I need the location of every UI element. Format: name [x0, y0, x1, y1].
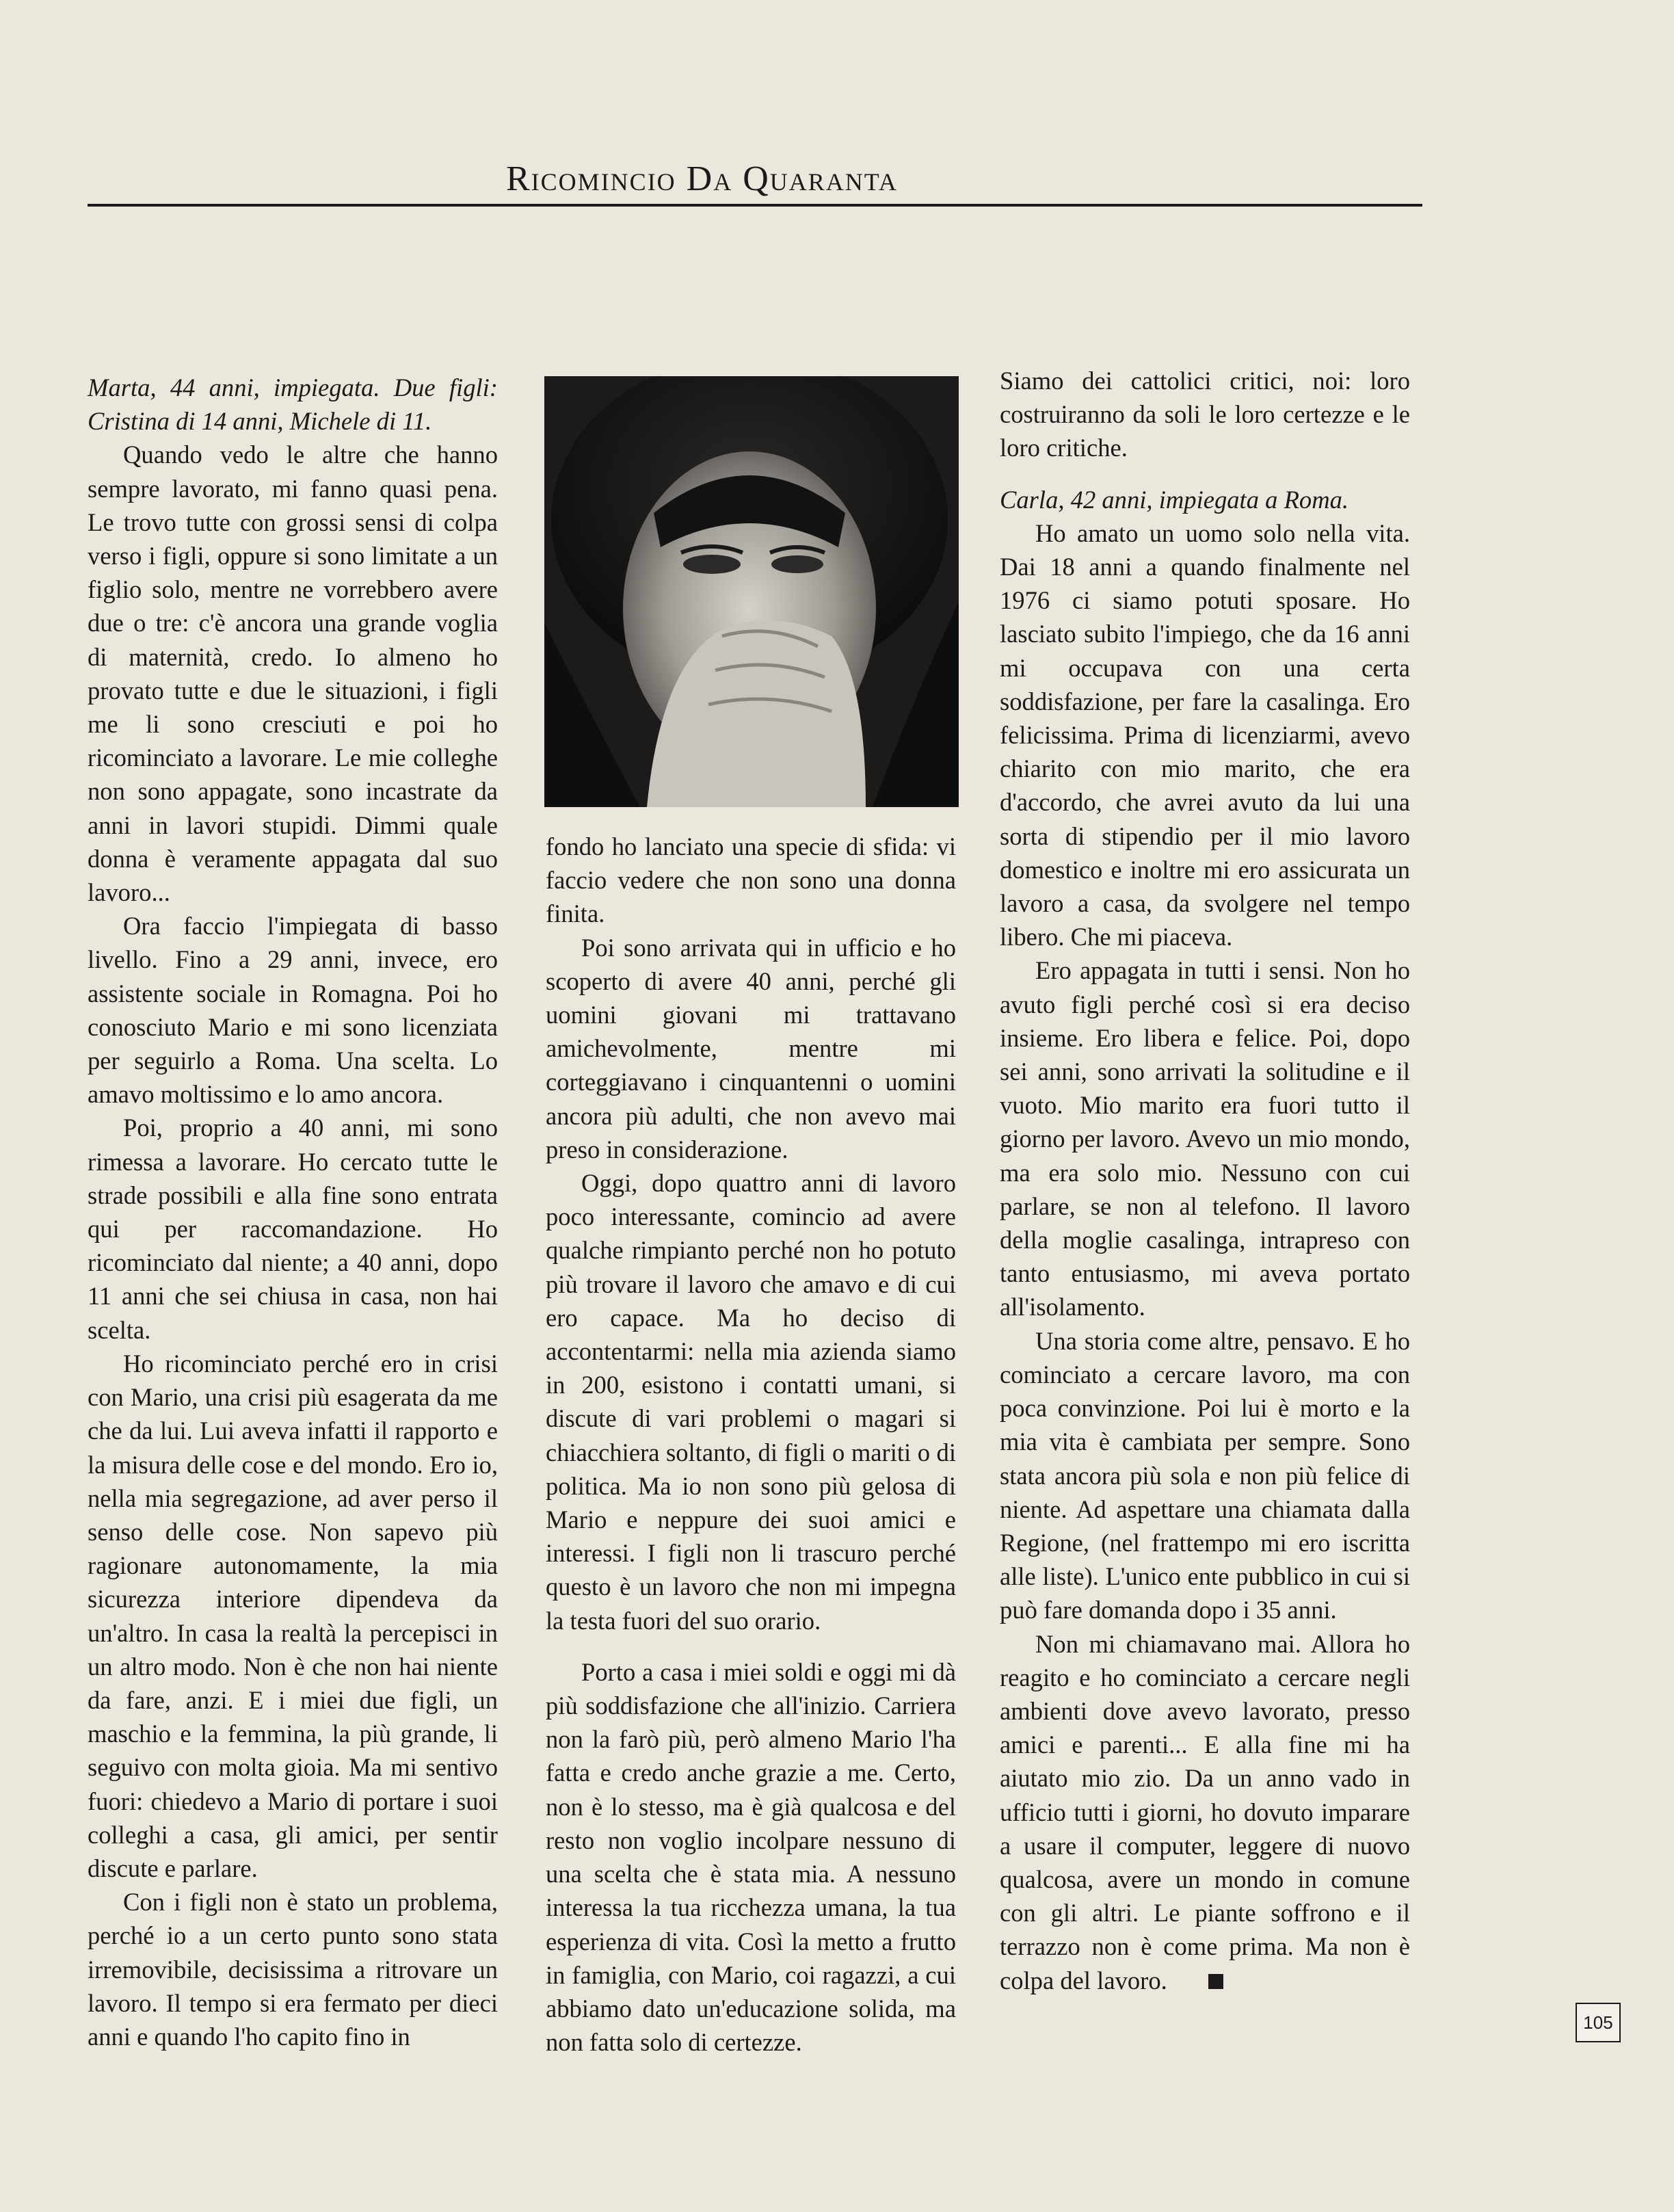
- column-1: [88, 371, 498, 2053]
- paragraph-spacer: [1000, 465, 1410, 483]
- woman-portrait-photo: [544, 376, 959, 807]
- paragraph-spacer: [546, 1637, 956, 1655]
- paragraph: Oggi, dopo quattro anni di lavoro poco interessante, comincio ad avere qualche rimpianto perché non ho potuto più trovare il lavoro che amavo e di cui ero capace. Ma ho deciso di accontentarmi: nella mia azienda siamo in 200, esistono i contatti umani, si discute di vari problemi o magari si chiacchiera soltanto, di figli o mariti o di politica. Ma io non sono più gelosa di Mario e neppure dei suoi amici e interessi. I figli non li trascuro perché questo è un lavoro che non mi impegna la testa fuori del suo orario.: [546, 1169, 956, 1635]
- paragraph: Poi, proprio a 40 anni, mi sono rimessa a lavorare. Ho cercato tutte le strade possibili e alla fine sono entrata qui per raccomandazione. Ho ricominciato dal niente; a 40 anni, dopo 11 anni che sei chiusa in casa, non hai scelta.: [88, 1114, 498, 1344]
- interviewee-caption-carla: Carla, 42 anni, impiegata a Roma.: [1000, 485, 1349, 514]
- end-of-article-square-icon: [1208, 1974, 1223, 1989]
- paragraph: Ho ricominciato perché ero in crisi con Mario, una crisi più esagerata da me che da lui. Lui aveva infatti il rapporto e la misura delle cose e del mondo. Ero io, nella mia segregazione, ad aver perso il senso delle cose. Non sapevo più ragionare autonomamente, la mia sicurezza interiore dipendeva da un'altro. In casa la realtà la percepisci in un altro modo. Non è che non hai niente da fare, anzi. E i miei due figli, un maschio e la femmina, la più grande, li seguivo con molta gioia. Ma mi sentivo fuori: chiedevo a Mario di portare i suoi colleghi a casa, gli amici, per sentir discute e parlare.: [88, 1349, 498, 1882]
- paragraph: Ora faccio l'impiegata di basso livello. Fino a 29 anni, invece, ero assistente sociale in Romagna. Poi ho conosciuto Mario e mi sono licenziata per seguirlo a Roma. Una scelta. Lo amavo moltissimo e lo amo ancora.: [88, 912, 498, 1109]
- paragraph: Con i figli non è stato un problema, perché io a un certo punto sono stata irremovibile, decisissima a ritrovare un lavoro. Il tempo si era fermato per dieci anni e quando l'ho capito fino in: [88, 1888, 498, 2051]
- paragraph: fondo ho lanciato una specie di sfida: vi faccio vedere che non sono una donna finita.: [546, 832, 956, 928]
- paragraph: Ero appagata in tutti i sensi. Non ho avuto figli perché così si era deciso insieme. Ero libera e felice. Poi, dopo sei anni, sono arrivati la solitudine e il vuoto. Mio marito era fuori tutto il giorno per lavoro. Avevo un mio mondo, ma era solo mio. Nessuno con cui parlare, se non al telefono. Il lavoro della moglie casalinga, intrapreso con tanto entusiasmo, mi aveva portato all'isolamento.: [1000, 956, 1410, 1321]
- paragraph: Siamo dei cattolici critici, noi: loro costruiranno da soli le loro certezze e le loro critiche.: [1000, 367, 1410, 462]
- paragraph-final: [1000, 1627, 1410, 1997]
- paragraph: Una storia come altre, pensavo. E ho cominciato a cercare lavoro, ma con poca convinzione. Poi lui è morto e la mia vita è cambiata per sempre. Sono stata ancora più sola e non più felice di niente. Ad aspettare una chiamata dalla Regione, (nel frattempo mi ero iscritta alle liste). L'unico ente pubblico in cui si può fare domanda dopo i 35 anni.: [1000, 1326, 1410, 1624]
- paragraph: Porto a casa i miei soldi e oggi mi dà più soddisfazione che all'inizio. Carriera non la farò più, però almeno Mario l'ha fatta e credo anche grazie a me. Certo, non è lo stesso, ma è già qualcosa e del resto non voglio incolpare nessuno di una scelta che è stata mia. A nessuno interessa la tua ricchezza umana, la tua esperienza di vita. Così la metto a frutto in famiglia, con Mario, coi ragazzi, a cui abbiamo dato un'educazione solida, ma non fatta solo di certezze.: [546, 1657, 956, 2057]
- paragraph: Poi sono arrivata qui in ufficio e ho scoperto di avere 40 anni, perché gli uomini giovani mi trattavano amichevolmente, mentre mi corteggiavano i cinquantenni o uomini ancora più adulti, che non avevo mai preso in considerazione.: [546, 933, 956, 1163]
- header-divider: [88, 204, 1422, 207]
- column-2: [546, 830, 956, 2059]
- column-3: [1000, 364, 1410, 1997]
- section-title: Ricomincio Da Quaranta: [506, 159, 898, 198]
- portrait-illustration: [544, 376, 959, 807]
- paragraph: Quando vedo le altre che hanno sempre lavorato, mi fanno quasi pena. Le trovo tutte con grossi sensi di colpa verso i figli, oppure si sono limitate a un figlio solo, mentre ne vorrebbero avere due o tre: c'è ancora una grande voglia di maternità, credo. Io almeno ho provato tutte e due le situazioni, i figli me li sono cresciuti e poi ho ricominciato a lavorare. Le mie colleghe non sono appagate, sono incastrate da anni in lavori stupidi. Dimmi quale donna è veramente appagata dal suo lavoro...: [88, 440, 498, 907]
- paragraph-final-text: Non mi chiamavano mai. Allora ho reagito e ho cominciato a cercare negli ambienti dove avevo lavorato, presso amici e parenti... E alla fine mi ha aiutato mio zio. Da un anno vado in ufficio tutti i giorni, ho dovuto imparare a usare il computer, leggere di nuovo qualcosa, avere un mondo in comune con gli altri. Le piante soffrono e il terrazzo non è come prima. Ma non è colpa del lavoro.: [1000, 1629, 1410, 1994]
- interviewee-caption-marta: Marta, 44 anni, impiegata. Due figli: Cristina di 14 anni, Michele di 11.: [88, 373, 498, 436]
- page-number: 105: [1576, 2003, 1621, 2042]
- paragraph: Ho amato un uomo solo nella vita. Dai 18 anni a quando finalmente nel 1976 ci siamo potuti sposare. Ho lasciato subito l'impiego, che da 16 anni mi occupava con una certa soddisfazione, per fare la casalinga. Ero felicissima. Prima di licenziarmi, avevo chiarito con mio marito, che era d'accordo, che avrei avuto da lui una sorta di stipendio per il mio lavoro domestico e inoltre mi ero assicurata un lavoro a casa, da svolgere nel tempo libero. Che mi piaceva.: [1000, 518, 1410, 951]
